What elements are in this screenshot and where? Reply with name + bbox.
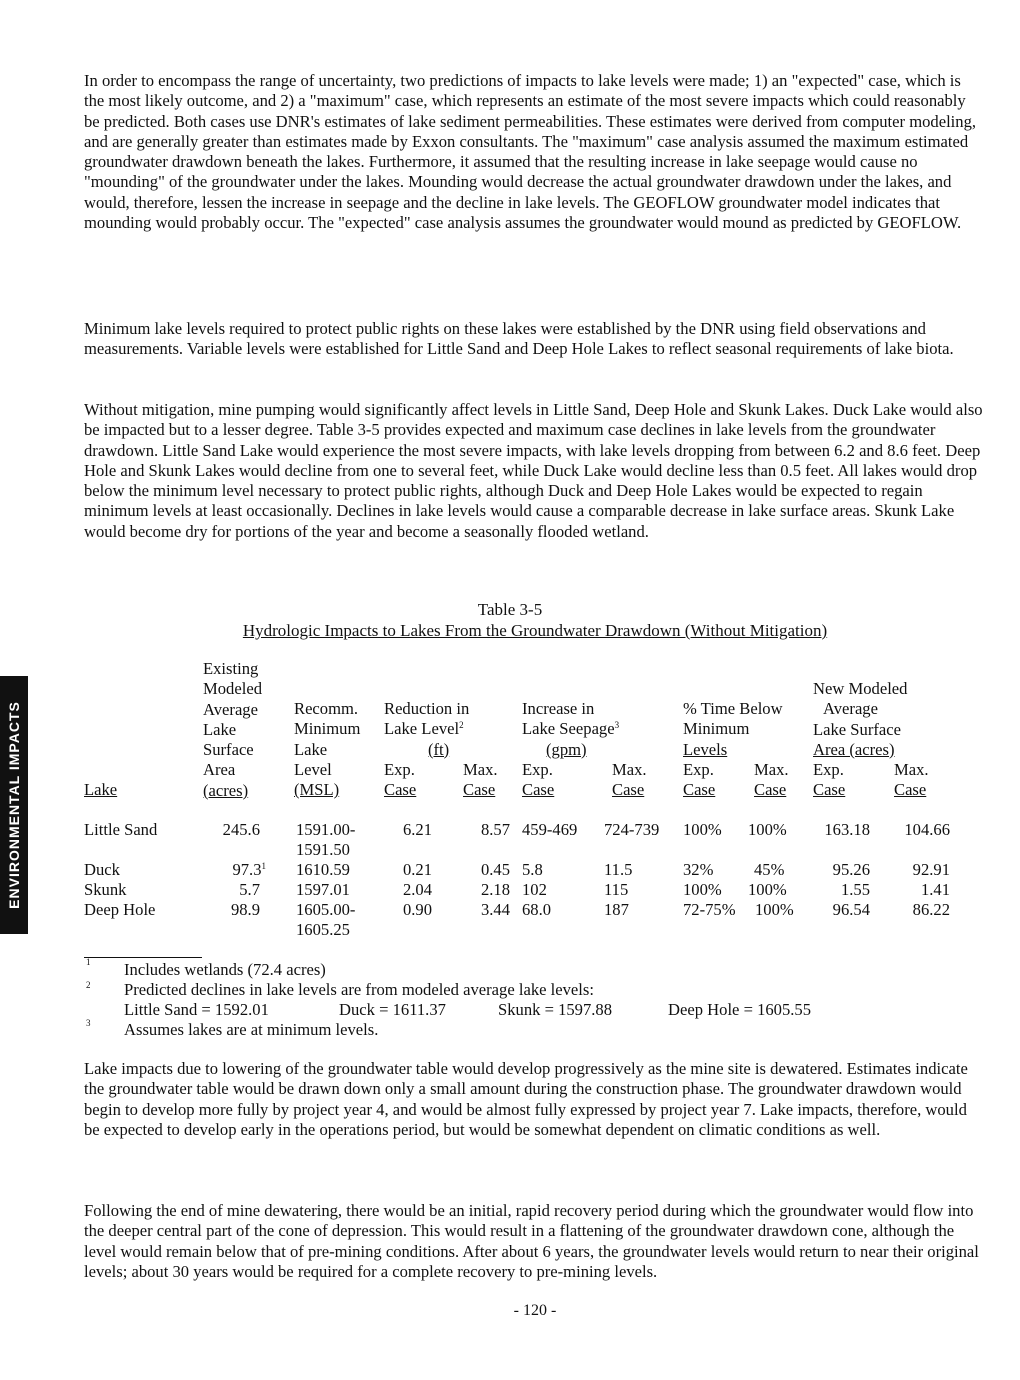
paragraph-mitigation: Without mitigation, mine pumping would significantly affect levels in Little Sand, Deep Hole and Skunk Lakes. Duck Lake would also be impacted but to a lesser degree. Table 3-5 provides expected and maximum case declines in lake levels from the groundwater drawdown. Little Sand Lake would experience the most severe impacts, with lake levels dropping from between 6.2 and 8.6 feet. Deep Hole and Skunk Lakes would decline from one to several feet, while Duck Lake would decline less than 0.5 feet. All lakes would drop below the minimum level necessary to protect public rights, although Duck and Deep Hole Lakes would be expected to regain minimum levels at least occasionally. Declines in lake levels would cause a comparable decrease in lake surface areas. Skunk Lake would become dry for portions of the year and become a seasonally flooded wetland. xyxy=(84,400,983,541)
table-number: Table 3-5 xyxy=(477,600,543,619)
table-title: Hydrologic Impacts to Lakes From the Groundwater Drawdown (Without Mitigation) xyxy=(242,621,828,640)
header-reduction: Reduction in Lake Level$^2$ (ft) xyxy=(384,699,470,759)
side-tab-label: ENVIRONMENTAL IMPACTS xyxy=(6,701,22,909)
section-side-tab xyxy=(0,676,28,934)
paragraph-recovery: Following the end of mine dewatering, there would be an initial, rapid recovery period during which the groundwater would flow into the deeper central part of the cone of depression. This would result in a flattening of the groundwater drawdown cone, although the level would remain below that of pre-mining conditions. After about 6 years, the groundwater levels would return to near their original levels; about 30 years would be required for a complete recovery to pre-mining levels. xyxy=(84,1201,979,1281)
paragraph-uncertainty: In order to encompass the range of uncertainty, two predictions of impacts to lake levels were made; 1) an "expected" case, which is the most likely outcome, and 2) a "maximum" case, which represents an estimate of the most severe impacts which could reasonably be predicted. Both cases use DNR's estimates of lake sediment permeabilities. These estimates were derived from computer modeling, and are generally greater than estimates made by Exxon consultants. The "maximum" case analysis assumed the maximum estimated groundwater drawdown beneath the lakes. Furthermore, it assumed that the resulting increase in lake seepage would cause no "mounding" of the groundwater under the lakes. Mounding would decrease the actual groundwater drawdown under the lakes, and would, therefore, lessen the increase in seepage and the decline in lake levels. The GEOFLOW groundwater model indicates that mounding would probably occur. The "expected" case analysis assumes the groundwater would mound as predicted by GEOFLOW. xyxy=(84,71,977,233)
header-seepage: Increase in Lake Seepage$^3$ (gpm) xyxy=(522,699,620,759)
page-number: - 120 - xyxy=(513,1302,557,1319)
header-lake: Lake xyxy=(84,780,118,799)
header-min-level: Recomm. Minimum Lake Level (MSL) xyxy=(294,699,361,800)
paragraph-progressive-impacts: Lake impacts due to lowering of the groundwater table would develop progressively as the mine site is dewatered. Estimates indicate the groundwater table would be drawn down only a small amount during the construction phase. The groundwater drawdown would begin to develop more fully by project year 4, and would be almost fully expressed by project year 7. Lake impacts, therefore, would be expected to develop early in the operations period, but would be somewhat dependent on climatic conditions as well. xyxy=(84,1059,968,1139)
header-time-below: % Time Below Minimum Levels xyxy=(683,699,783,759)
footnote-rule xyxy=(84,957,202,958)
paragraph-minimum-levels: Minimum lake levels required to protect public rights on these lakes were established by the DNR using field observations and measurements. Variable levels were established for Little Sand and Deep Hole Lakes to reflect seasonal requirements of lake biota. xyxy=(84,319,954,359)
header-existing-area: Existing Modeled Average Lake Surface Area (acres) xyxy=(203,659,262,800)
header-new-area: New Modeled Average Lake Surface Area (acres) xyxy=(813,679,908,759)
